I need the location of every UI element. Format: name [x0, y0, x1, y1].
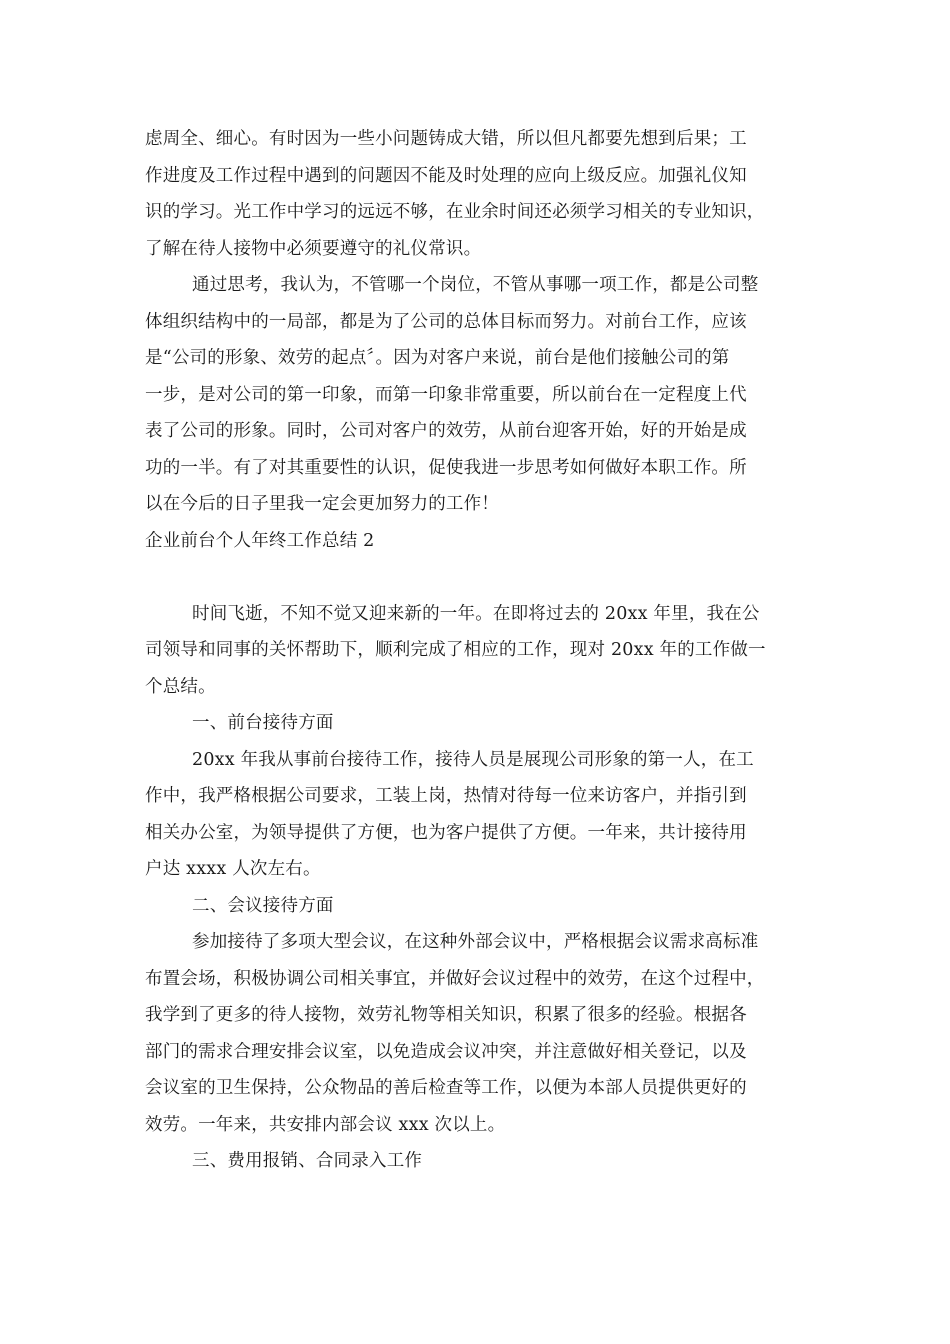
- text-line: 我学到了更多的待人接物，效劳礼物等相关知识，积累了很多的经验。根据各: [145, 1005, 747, 1025]
- text-line: 部门的需求合理安排会议室，以免造成会议冲突，并注意做好相关登记，以及: [145, 1041, 747, 1062]
- text-line: 个总结。: [145, 676, 216, 697]
- text-line: 布置会场，积极协调公司相关事宜，并做好会议过程中的效劳，在这个过程中，: [145, 968, 765, 989]
- text-line: 虑周全、细心。有时因为一些小问题铸成大错，所以但凡都要先想到后果；工: [145, 129, 747, 149]
- text-line: 作中，我严格根据公司要求，工装上岗，热情对待每一位来访客户，并指引到: [145, 786, 747, 806]
- paragraph-reception: [145, 742, 810, 888]
- text-line: 参加接待了多项大型会议，在这种外部会议中，严格根据会议需求高标准: [192, 932, 759, 952]
- text-line: 时间飞逝，不知不觉又迎来新的一年。在即将过去的 20xx 年里，我在公: [192, 603, 760, 624]
- text-line: 以在今后的日子里我一定会更加努力的工作！: [145, 494, 499, 514]
- text-line: 司领导和同事的关怀帮助下，顺利完成了相应的工作，现对 20xx 年的工作做一: [145, 640, 766, 660]
- paragraph-reflection: [145, 267, 810, 523]
- text-line: 表了公司的形象。同时，公司对客户的效劳，从前台迎客开始，好的开始是成: [145, 421, 747, 441]
- text-line: 通过思考，我认为，不管哪一个岗位，不管从事哪一项工作，都是公司整: [192, 275, 759, 295]
- text-line: 作进度及工作过程中遇到的问题因不能及时处理的应向上级反应。加强礼仪知: [145, 165, 747, 186]
- text-line: 效劳。一年来，共安排内部会议 xxx 次以上。: [145, 1114, 506, 1135]
- text-line: 会议室的卫生保持，公众物品的善后检查等工作，以便为本部人员提供更好的: [145, 1078, 747, 1098]
- paragraph-meetings: [145, 924, 810, 1143]
- paragraph-continuation: [145, 121, 810, 267]
- text-line: 识的学习。光工作中学习的远远不够，在业余时间还必须学习相关的专业知识，: [145, 202, 765, 222]
- text-line: 户达 xxxx 人次左右。: [145, 859, 321, 879]
- text-line: 一步，是对公司的第一印象，而第一印象非常重要，所以前台在一定程度上代: [145, 384, 747, 405]
- document-body: [145, 121, 810, 1180]
- section-heading-reception: 一、前台接待方面: [192, 713, 334, 733]
- text-line: 是“公司的形象、效劳的起点〞。因为对客户来说，前台是他们接触公司的第: [145, 348, 730, 368]
- document-title: 企业前台个人年终工作总结 2: [145, 530, 375, 551]
- section-heading-expenses: 三、费用报销、合同录入工作: [192, 1151, 423, 1171]
- text-line: 相关办公室，为领导提供了方便，也为客户提供了方便。一年来，共计接待用: [145, 822, 747, 843]
- text-line: 了解在待人接物中必须要遵守的礼仪常识。: [145, 238, 482, 259]
- text-line: 功的一半。有了对其重要性的认识，促使我进一步思考如何做好本职工作。所: [145, 457, 747, 478]
- text-line: 20xx 年我从事前台接待工作，接待人员是展现公司形象的第一人，在工: [192, 749, 754, 770]
- blank-line: [145, 559, 810, 596]
- section-heading-meetings: 二、会议接待方面: [192, 895, 334, 916]
- paragraph-intro: [145, 596, 810, 706]
- text-line: 体组织结构中的一局部，都是为了公司的总体目标而努力。对前台工作，应该: [145, 311, 747, 332]
